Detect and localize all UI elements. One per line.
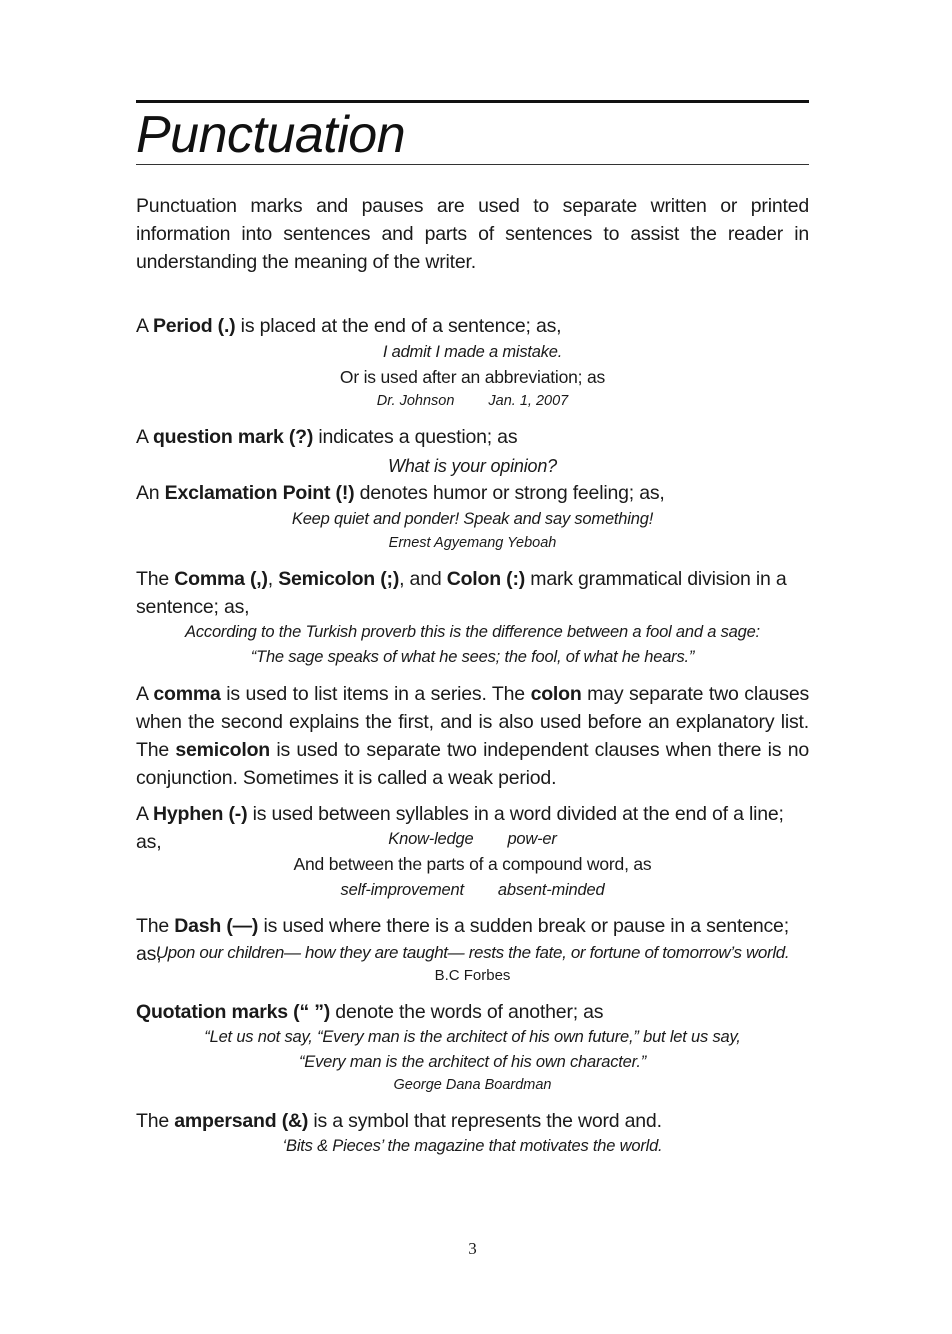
dash-definition: The Dash (—) is used where there is a sudden break or pause in a sentence; as, — [136, 915, 789, 965]
ampersand-term: ampersand (&) — [174, 1110, 309, 1132]
quotation-example-line-1: “Let us not say, “Every man is the architect of his own future,” but let us say, — [204, 1028, 741, 1046]
hyphen-examples: Know-ledge pow-er — [388, 830, 557, 848]
period-abbreviation-note: Or is used after an abbreviation; as — [339, 367, 606, 387]
ampersand-definition: The ampersand (&) is a symbol that represents the word and. — [136, 1110, 662, 1132]
exclamation-term: Exclamation Point (!) — [164, 482, 355, 504]
quotation-author: George Dana Boardman — [393, 1077, 552, 1093]
dash-author: B.C Forbes — [434, 967, 511, 984]
hyphen-compound-note: And between the parts of a compound word, as — [293, 854, 652, 874]
page — [136, 0, 809, 1334]
exclamation-author: Ernest Agyemang Yeboah — [388, 535, 557, 551]
page-title: Punctuation — [136, 106, 406, 164]
dash-example: Upon our children— how they are taught— rests the fate, or fortune of tomorrow’s world. — [155, 943, 790, 962]
hyphen-definition: A Hyphen (-) is used between syllables in a word divided at the end of a line; as, — [136, 803, 784, 853]
question-example: What is your opinion? — [388, 456, 557, 476]
exclamation-example: Keep quiet and ponder! Speak and say something! — [291, 510, 654, 528]
hyphen-term: Hyphen (-) — [152, 803, 248, 825]
quotation-term: Quotation marks (“ ”) — [136, 1001, 331, 1023]
proverb-quote-line-2: “The sage speaks of what he sees; the fool, of what he hears.” — [250, 648, 695, 666]
quotation-example-line-2: “Every man is the architect of his own character.” — [298, 1053, 647, 1071]
period-example: I admit I made a mistake. — [382, 343, 563, 361]
exclamation-definition: An Exclamation Point (!) denotes humor or strong feeling; as, — [136, 482, 665, 504]
title-rule-top — [136, 100, 809, 103]
usage-paragraph: A comma is used to list items in a series. The colon may separate two clauses when the second explains the first, and is also used before an explanatory list. The semicolon is used to separate two independent clauses when there is no conjunction. Sometimes it is called a weak period. — [136, 683, 810, 789]
intro-paragraph: Punctuation marks and pauses are used to separate written or printed information into sentences and parts of sentences to assist the reader in understanding the meaning of the writer. — [136, 195, 809, 273]
question-term: question mark (?) — [152, 426, 314, 448]
period-term: Period (.) — [152, 315, 236, 337]
comma-group-definition: The Comma (,), Semicolon (;), and Colon (:) mark grammatical division in a sentence; as, — [136, 568, 787, 618]
title-rule-bottom — [136, 164, 809, 165]
question-definition: A question mark (?) indicates a question; as — [136, 426, 518, 448]
ampersand-example: ‘Bits & Pieces’ the magazine that motivates the world. — [282, 1137, 663, 1155]
dash-term: Dash (—) — [174, 915, 259, 937]
quotation-definition: Quotation marks (“ ”) denote the words of another; as — [136, 1001, 604, 1023]
hyphen-compound-examples: self-improvement absent-minded — [340, 881, 605, 899]
period-definition: A Period (.) is placed at the end of a sentence; as, — [136, 315, 562, 337]
proverb-quote-line-1: According to the Turkish proverb this is the difference between a fool and a sage: — [185, 623, 760, 641]
period-abbreviation-examples: Dr. Johnson Jan. 1, 2007 — [376, 393, 569, 409]
page-number: 3 — [468, 1239, 477, 1258]
